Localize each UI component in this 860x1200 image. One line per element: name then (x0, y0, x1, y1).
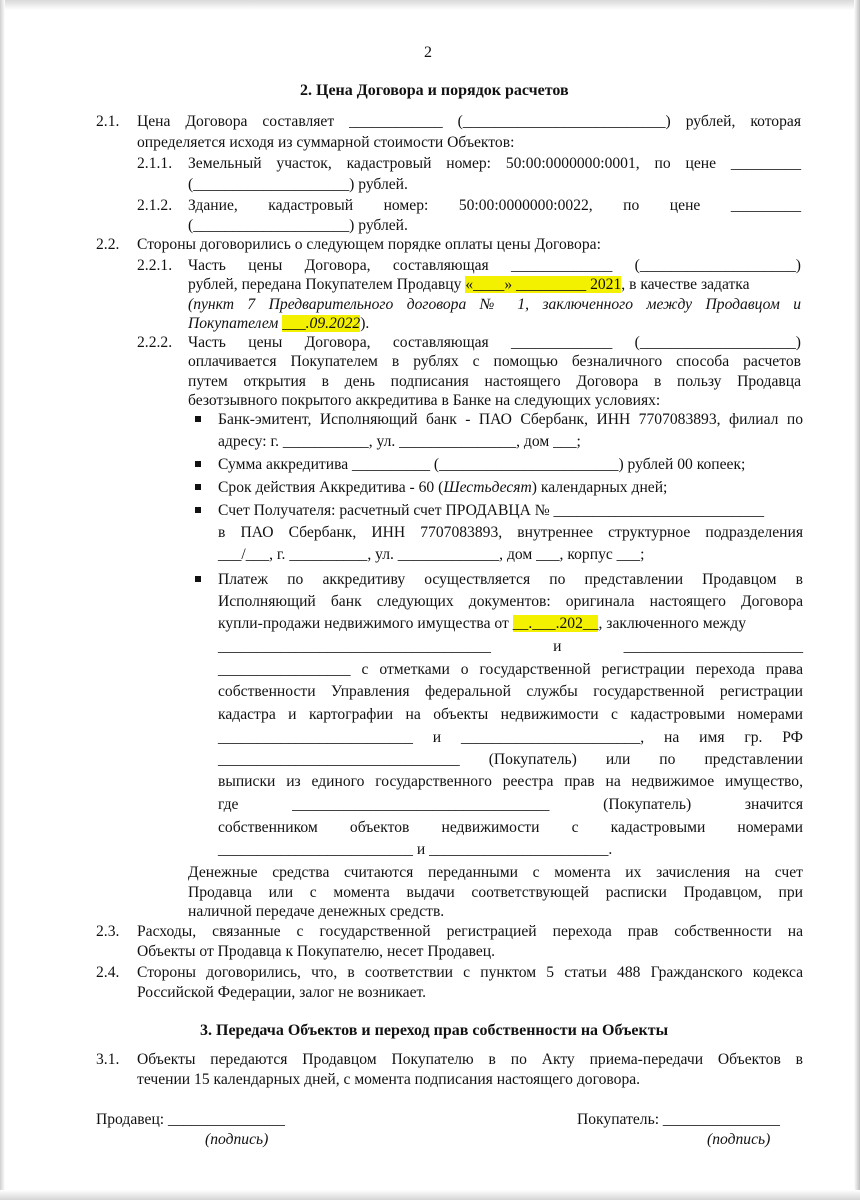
clause-2-2-1-line-3: (пункт 7 Предварительного договора № 1, заключенного между Продавцом и (188, 296, 801, 313)
bullet-marker (195, 507, 201, 513)
clause-2-2-1-line-1: Часть цены Договора, составляющая _____________ (____________________) (188, 257, 801, 274)
bullet-5-line-5: _________________ с отметками о государственной регистрации перехода права (218, 661, 803, 678)
clause-number-3-1: 3.1. (96, 1051, 120, 1068)
bullet-4-line-1: Счет Получателя: расчетный счет ПРОДАВЦА № ___________________________ (218, 502, 765, 519)
bullet-3-line-1b: ) календарных дней; (531, 479, 668, 496)
bullet-1-line-1: Банк-эмитент, Исполняющий банк - ПАО Сбербанк, ИНН 7707083893, филиал по (218, 411, 803, 428)
bullet-5-line-10: выписки из единого государственного реестра прав на недвижимое имущество, (218, 773, 803, 790)
section-heading-3: 3. Передача Объектов и переход прав собственности на Объекты (200, 1022, 669, 1039)
bullet-4-line-2: в ПАО Сбербанк, ИНН 7707083893, внутреннее структурное подразделения (218, 524, 803, 541)
page-edge-left (0, 0, 5, 1200)
bullet-3-italic: Шестьдесят (443, 479, 532, 496)
clause-2-2-1-line-2 (188, 275, 750, 295)
clause-number-2-1: 2.1. (96, 113, 120, 130)
bullet-5-line-3a: купли-продажи недвижимого имущества от (218, 615, 513, 632)
clause-3-1-line-1: Объекты передаются Продавцом Покупателю в по Акту приема-передачи Объектов в (137, 1051, 803, 1068)
clause-2-2-1-line-4 (188, 314, 369, 334)
clause-2-2-2-line-4: безотзывного покрытого аккредитива в Банке на следующих условиях: (188, 392, 661, 409)
clause-2-1-line-2: определяется исходя из суммарной стоимости Объектов: (137, 134, 515, 151)
bullet-5-line-9: _______________________________ (Покупатель) или по представлении (218, 751, 803, 768)
bullet-5-line-7: кадастра и картографии на объекты недвижимости с кадастровыми номерами (218, 706, 803, 723)
seller-signature-hint: (подпись) (205, 1131, 269, 1148)
clause-3-1-line-2: течении 15 календарных дней, с момента подписания настоящего договора. (137, 1071, 641, 1088)
bullet-5-line-13: _________________________ и _______________________. (218, 841, 613, 858)
bullet-1-line-2: адресу: г. ___________, ул. _______________, дом ___; (218, 433, 581, 450)
highlighted-sale-date: __.___.202__ (512, 615, 599, 632)
clause-2-2-1-line-4b: ). (360, 315, 370, 332)
bullet-5-line-1: Платеж по аккредитиву осуществляется по представлении Продавцом в (218, 571, 803, 588)
bullet-5-line-8: _________________________ и _______________________, на имя гр. РФ (218, 729, 803, 746)
clause-2-1-1-line-2: (____________________) рублей. (188, 176, 408, 193)
bullet-5-line-11: где _________________________________ (Покупатель) значится (218, 796, 803, 813)
clause-2-1-2-line-2: (____________________) рублей. (188, 217, 408, 234)
seller-signature-line: Продавец: _______________ (96, 1111, 285, 1128)
section-heading-2: 2. Цена Договора и порядок расчетов (300, 82, 569, 99)
page-edge-right (854, 0, 860, 1200)
funds-paragraph-line-3: наличной передаче денежных средств. (188, 903, 445, 920)
clause-2-2-2-line-2: оплачивается Покупателем в рублях с помощью безналичного способа расчетов (188, 353, 801, 370)
bullet-5-line-6: собственности Управления федеральной службы государственной регистрации (218, 683, 803, 700)
clause-number-2-4: 2.4. (96, 964, 120, 981)
clause-2-2-1-line-2b: , в качестве задатка (621, 276, 750, 293)
clause-2-2-2-line-1: Часть цены Договора, составляющая _____________ (____________________) (188, 334, 801, 351)
bullet-3-line-1 (218, 478, 667, 498)
bullet-5-line-3b: , заключенного между (598, 615, 747, 632)
clause-2-1-line-1: Цена Договора составляет ____________ (__________________________) рублей, которая (137, 113, 801, 130)
bullet-marker (195, 576, 201, 582)
clause-2-3-line-1: Расходы, связанные с государственной регистрацией перехода прав собственности на (137, 923, 803, 940)
clause-2-2-2-line-3: путем открытия в день подписания настоящего Договора в пользу Продавца (188, 373, 801, 390)
buyer-signature-hint: (подпись) (707, 1131, 771, 1148)
clause-number-2-2-2: 2.2.2. (137, 334, 173, 351)
clause-number-2-2-1: 2.2.1. (137, 257, 173, 274)
bullet-marker (195, 416, 201, 422)
bullet-marker (195, 461, 201, 467)
bullet-4-line-3: ___/___, г. __________, ул. _____________, дом ___, корпус ___; (218, 546, 645, 563)
bullet-2-line-1: Сумма аккредитива __________ (_______________________) рублей 00 копеек; (218, 456, 746, 473)
clause-number-2-1-2: 2.1.2. (137, 197, 173, 214)
bullet-5-line-12: собственником объектов недвижимости с кадастровыми номерами (218, 819, 803, 836)
clause-2-1-1-line-1: Земельный участок, кадастровый номер: 50:00:0000000:0001, по цене _________ (188, 155, 801, 172)
clause-number-2-3: 2.3. (96, 923, 120, 940)
highlighted-contract-date: ___.09.2022 (282, 315, 361, 332)
bullet-marker (195, 484, 201, 490)
page-number: 2 (424, 44, 432, 61)
clause-2-3-line-2: Объекты от Продавца к Покупателю, несет Продавец. (137, 943, 496, 960)
clause-2-2-1-line-2a: рублей, передана Покупателем Продавцу (188, 276, 466, 293)
page-edge-top (0, 0, 860, 10)
bullet-3-line-1a: Срок действия Аккредитива - 60 ( (218, 479, 444, 496)
funds-paragraph-line-2: Продавца или с момента выдачи соответствующей расписки Продавцом, при (188, 884, 803, 901)
clause-2-4-line-1: Стороны договорились, что, в соответствии с пунктом 5 статьи 488 Гражданского кодекса (137, 964, 803, 981)
buyer-signature-line: Покупатель: _______________ (577, 1111, 780, 1128)
funds-paragraph-line-1: Денежные средства считаются переданными с момента их зачисления на счет (188, 864, 803, 881)
page-edge-bottom (0, 1190, 860, 1200)
clause-2-4-line-2: Российской Федерации, залог не возникает. (137, 984, 427, 1001)
bullet-5-line-3 (218, 614, 746, 634)
bullet-5-line-2: Исполняющий банк следующих документов: оригинала настоящего Договора (218, 593, 803, 610)
highlighted-deposit-date: «____» _________ 2021 (465, 276, 622, 293)
clause-number-2-2: 2.2. (96, 236, 120, 253)
clause-number-2-1-1: 2.1.1. (137, 155, 173, 172)
clause-2-2-line-1: Стороны договорились о следующем порядке оплаты цены Договора: (137, 236, 601, 253)
bullet-5-line-4: ___________________________________ и _______________________ (218, 638, 803, 655)
clause-2-1-2-line-1: Здание, кадастровый номер: 50:00:0000000:0022, по цене _________ (188, 197, 801, 214)
clause-2-2-1-line-4a: Покупателем (188, 315, 283, 332)
